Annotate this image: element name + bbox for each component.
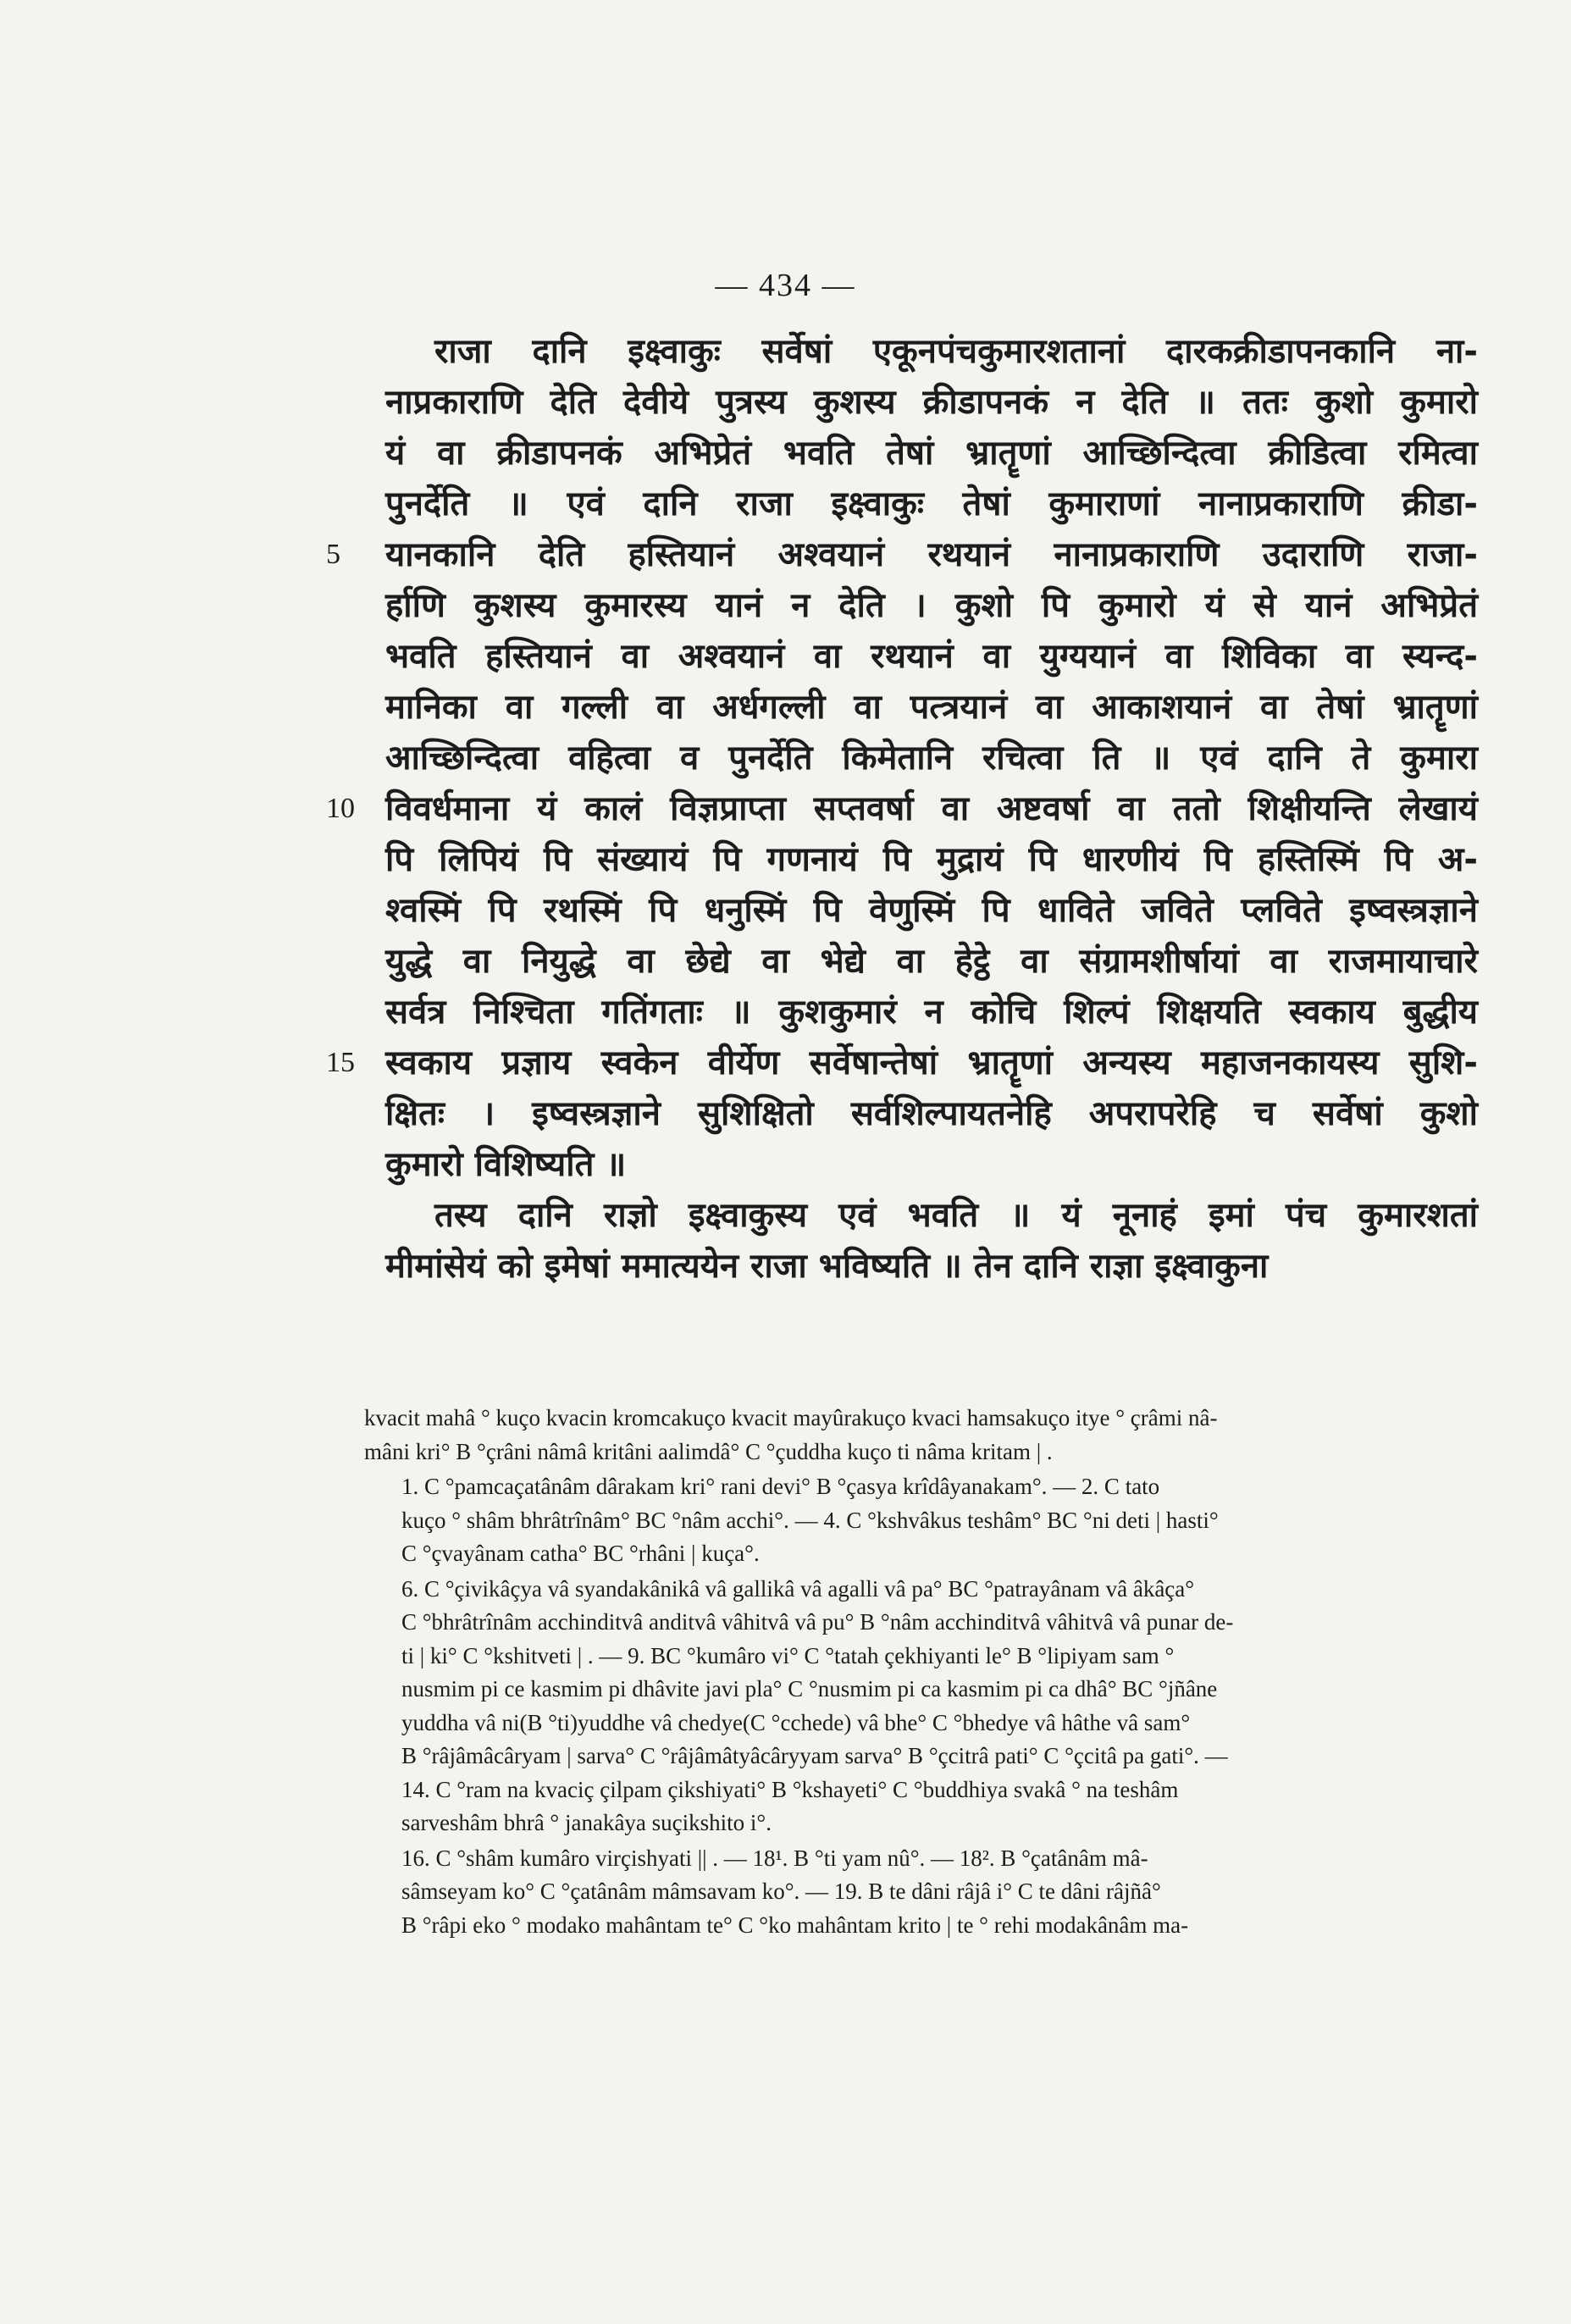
footnote-line: kvacit mahâ ° kuço kvacin kromcakuço kvacit mayûrakuço kvaci hamsakuço itye ° çrâmi nâ- <box>364 1405 1218 1430</box>
line-number: 15 <box>326 1047 355 1078</box>
footnote-line: 6. C °çivikâçya vâ syandakânikâ vâ gallikâ vâ agalli vâ pa° BC °patrayânam vâ âkâça° <box>401 1575 1195 1602</box>
line-number: 5 <box>326 539 340 570</box>
main-text-line-content: स्वकाय प्रज्ञाय स्वकेन वीर्येण सर्वेषान्तेषां भ्रातॄणां अन्यस्य महाजनकायस्य सुशि- <box>385 1043 1478 1082</box>
footnote-line: kuço ° shâm bhrâtrînâm° BC °nâm acchi°. — 4. C °kshvâkus teshâm° BC °ni deti | hasti° <box>401 1507 1219 1533</box>
main-text-line <box>385 326 1478 377</box>
main-text-line <box>326 1038 1478 1088</box>
main-text-line <box>326 529 1478 580</box>
main-text-line <box>385 733 1478 783</box>
footnote-line: yuddha vâ ni(B °ti)yuddhe vâ chedye(C °cchede) vâ bhe° C °bhedye vâ hâthe vâ sam° <box>401 1709 1191 1735</box>
footnote-line: 14. C °ram na kvaciç çilpam çikshiyati° B °kshayeti° C °buddhiya svakâ ° na teshâm <box>401 1776 1179 1802</box>
footnote-line: ti | ki° C °kshitveti | . — 9. BC °kumâro vi° C °tatah çekhiyanti le° B °lipiyam sam ° <box>401 1642 1175 1668</box>
main-text-line <box>385 885 1478 936</box>
footnote-line: B °râpi eko ° modako mahântam te° C °ko mahântam krito | te ° rehi modakânâm ma- <box>401 1912 1189 1938</box>
main-text-line <box>385 834 1478 885</box>
main-text-line <box>385 1190 1478 1241</box>
main-text-line-content: युद्धे वा नियुद्धे वा छेद्ये वा भेद्ये वा हेट्ठे वा संग्रामशीर्षायां वा राजमायाचारे <box>385 942 1478 981</box>
main-text-line <box>385 428 1478 479</box>
main-text-line <box>385 377 1478 428</box>
footnote-line: C °çvayânam catha° BC °rhâni | kuça°. <box>401 1541 760 1566</box>
variant-readings-footnotes <box>364 1402 1474 1944</box>
main-text-line <box>385 1139 1478 1190</box>
footnote-line: mâni kri° B °çrâni nâmâ kritâni aalimdâ° C °çuddha kuço ti nâma kritam | . <box>364 1438 1053 1464</box>
main-text-line-content: यं वा क्रीडापनकं अभिप्रेतं भवति तेषां भ्रातॄणां आच्छिन्दित्वा क्रीडित्वा रमित्वा <box>385 434 1478 473</box>
main-text-line-content: भवति हस्तियानं वा अश्वयानं वा रथयानं वा युग्ययानं वा शिविका वा स्यन्द- <box>385 637 1478 676</box>
main-text-line-content: राजा दानि इक्ष्वाकुः सर्वेषां एकूनपंचकुमारशतानां दारकक्रीडापनकानि ना- <box>434 332 1478 371</box>
main-text-line <box>385 936 1478 987</box>
main-text-line-content: र्हाणि कुशस्य कुमारस्य यानं न देति । कुशो पि कुमारो यं से यानं अभिप्रेतं <box>385 586 1478 625</box>
main-text-line <box>385 580 1478 631</box>
line-number: 10 <box>326 793 355 824</box>
footnote-paragraph <box>364 1842 1474 1943</box>
footnote-paragraph <box>364 1402 1474 1469</box>
main-text-line-content: मानिका वा गल्ली वा अर्धगल्ली वा पत्त्रयानं वा आकाशयानं वा तेषां भ्रातॄणां <box>385 688 1478 727</box>
main-text-line <box>385 682 1478 733</box>
main-text-line-content: पुनर्देति ॥ एवं दानि राजा इक्ष्वाकुः तेषां कुमाराणां नानाप्रकाराणि क्रीडा- <box>385 484 1478 523</box>
sanskrit-main-text <box>326 326 1478 1292</box>
footnote-line: nusmim pi ce kasmim pi dhâvite javi pla° C °nusmim pi ca kasmim pi ca dhâ° BC °jñâne <box>401 1676 1218 1702</box>
main-text-line-content: कुमारो विशिष्यति ॥ <box>385 1145 627 1184</box>
main-text-line-content: श्वस्मिं पि रथस्मिं पि धनुस्मिं पि वेणुस्मिं पि धावितेे जवितेे प्लवितेे इष्वस्त्रज्ञाने <box>385 891 1478 930</box>
footnote-line: 16. C °shâm kumâro virçishyati || . — 18¹. B °ti yam nû°. — 18². B °çatânâm mâ- <box>401 1845 1148 1871</box>
main-text-line-content: यानकानि देति हस्तियानं अश्वयानं रथयानं नानाप्रकाराणि उदाराणि राजा- <box>385 535 1478 574</box>
footnote-line: C °bhrâtrînâm acchinditvâ anditvâ vâhitvâ vâ pu° B °nâm acchinditvâ vâhitvâ vâ punar de- <box>401 1609 1234 1635</box>
main-text-line-content: विवर्धमाना यं कालं विज्ञप्राप्ता सप्तवर्षा वा अष्टवर्षा वा ततो शिक्षीयन्ति लेखायं <box>385 789 1478 828</box>
main-text-line-content: तस्य दानि राज्ञो इक्ष्वाकुस्य एवं भवति ॥ यं नूनाहं इमां पंच कुमारशतां <box>434 1196 1478 1235</box>
footnote-paragraph <box>364 1573 1474 1840</box>
main-text-line-content: नाप्रकाराणि देति देवीये पुत्रस्य कुशस्य क्रीडापनकं न देति ॥ ततः कुशो कुमारो <box>385 383 1478 422</box>
main-text-line-content: क्षितः । इष्वस्त्रज्ञाने सुशिक्षितो सर्वशिल्पायतनेहि अपरापरेहि च सर्वेषां कुशो <box>385 1094 1478 1133</box>
footnote-line: sâmseyam ko° C °çatânâm mâmsavam ko°. — 19. B te dâni râjâ i° C te dâni râjñâ° <box>401 1879 1161 1904</box>
main-text-line <box>385 631 1478 682</box>
main-text-line <box>326 783 1478 834</box>
page-number: — 434 — <box>715 268 856 303</box>
footnote-line: sarveshâm bhrâ ° janakâya suçikshito i°. <box>401 1810 772 1835</box>
footnote-line: 1. C °pamcaçatânâm dârakam kri° rani devi° B °çasya krîdâyanakam°. — 2. C tato <box>401 1474 1160 1499</box>
footnote-line: B °râjâmâcâryam | sarva° C °râjâmâtyâcâryyam sarva° B °çcitrâ pati° C °çcitâ pa gati°. — <box>401 1743 1228 1768</box>
main-text-line <box>385 479 1478 529</box>
footnote-paragraph <box>364 1470 1474 1571</box>
main-text-line-content: आच्छिन्दित्वा वहित्वा व पुनर्देति किमेतानि रचित्वा ति ॥ एवं दानि ते कुमारा <box>385 739 1478 777</box>
main-text-line <box>385 1088 1478 1139</box>
main-text-line-content: मीमांसेयं को इमेषां ममात्ययेन राजा भविष्यति ॥ तेन दानि राज्ञा इक्ष्वाकुना <box>385 1247 1269 1286</box>
main-text-line-content: सर्वत्र निश्चिता गतिंगताः ॥ कुशकुमारं न कोचि शिल्पं शिक्षयति स्वकाय बुद्धीय <box>385 993 1478 1032</box>
main-text-line <box>385 987 1478 1038</box>
main-text-line-content: पि लिपियं पि संख्यायं पि गणनायं पि मुद्रायं पि धारणीयं पि हस्तिस्मिं पि अ- <box>385 840 1478 879</box>
main-text-line <box>385 1241 1478 1292</box>
